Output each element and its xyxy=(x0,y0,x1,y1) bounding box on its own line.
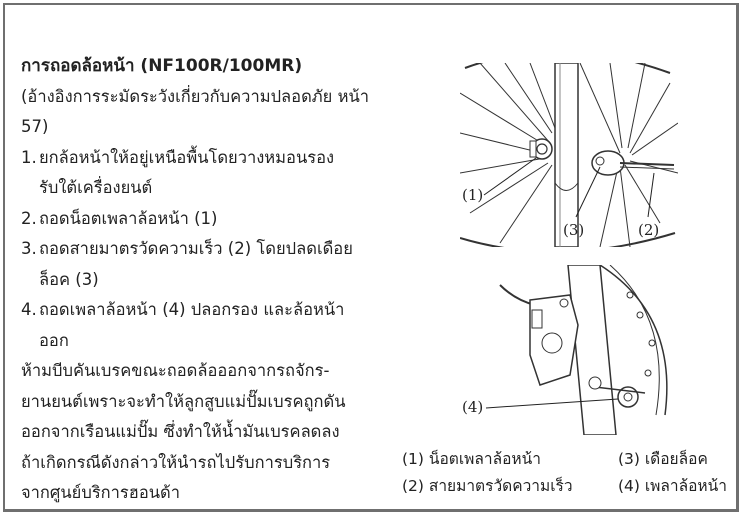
safety-reference: (อ้างอิงการระมัดระวังเกี่ยวกับความปลอดภัย หน้า 57) xyxy=(21,86,370,136)
step-number: 3. xyxy=(21,239,37,258)
step-number: 4. xyxy=(21,300,37,319)
warning-note xyxy=(21,356,381,509)
manual-page xyxy=(3,3,739,512)
step-1 xyxy=(21,143,381,204)
legend-row xyxy=(402,473,738,500)
callout-lock-tab: (3) xyxy=(563,221,585,239)
figure-axle-nut-illustration xyxy=(460,63,678,247)
step-number: 2. xyxy=(21,208,37,228)
callout-front-axle: (4) xyxy=(462,398,484,416)
step-text-cont: ออก xyxy=(39,330,69,350)
step-2 xyxy=(21,204,381,235)
step-text: ถอดน็อตเพลาล้อหน้า (1) xyxy=(39,208,218,228)
callout-axle-nut: (1) xyxy=(462,186,484,204)
step-text-cont: ล็อค (3) xyxy=(39,269,99,289)
step-4 xyxy=(21,295,381,356)
step-3 xyxy=(21,234,381,295)
figure-front-axle-illustration xyxy=(460,265,678,435)
legend-item-axle-nut: (1) น็อตเพลาล้อหน้า xyxy=(402,450,541,468)
section-title: การถอดล้อหน้า (NF100R/100MR) xyxy=(21,56,303,76)
legend-row xyxy=(402,446,738,473)
warning-line: จากศูนย์บริการฮอนด้า xyxy=(21,483,181,502)
step-number: 1. xyxy=(21,147,37,167)
legend-item-speedometer-cable: (2) สายมาตรวัดความเร็ว xyxy=(402,477,573,495)
wheel-hub-drawing xyxy=(460,63,678,247)
figure-legend xyxy=(402,446,738,500)
warning-line: ห้ามบีบคันเบรคขณะถอดล้อออกจากรถจักร- xyxy=(21,361,330,380)
instructions-column xyxy=(21,51,381,509)
step-text: ยกล้อหน้าให้อยู่เหนือพื้นโดยวางหมอนรอง xyxy=(39,147,335,167)
legend-item-front-axle: (4) เพลาล้อหน้า xyxy=(618,477,727,495)
warning-line: ออกจากเรือนแม่ปั๊ม ซึ่งทำให้น้ำมันเบรคลดลง xyxy=(21,422,340,441)
warning-line: ยานยนต์เพราะจะทำให้ลูกสูบแม่ปั๊มเบรคถูกดัน xyxy=(21,391,346,411)
step-text-cont: รับใต้เครื่องยนต์ xyxy=(39,178,153,197)
step-text: ถอดสายมาตรวัดความเร็ว (2) โดยปลดเดือย xyxy=(39,239,353,258)
callout-speedometer-cable: (2) xyxy=(638,221,660,239)
step-text: ถอดเพลาล้อหน้า (4) ปลอกรอง และล้อหน้า xyxy=(39,300,345,319)
legend-item-lock-tab: (3) เดือยล็อค xyxy=(618,450,708,468)
brake-axle-drawing xyxy=(460,265,678,435)
warning-line: ถ้าเกิดกรณีดังกล่าวให้นำรถไปรับการบริการ xyxy=(21,452,331,472)
